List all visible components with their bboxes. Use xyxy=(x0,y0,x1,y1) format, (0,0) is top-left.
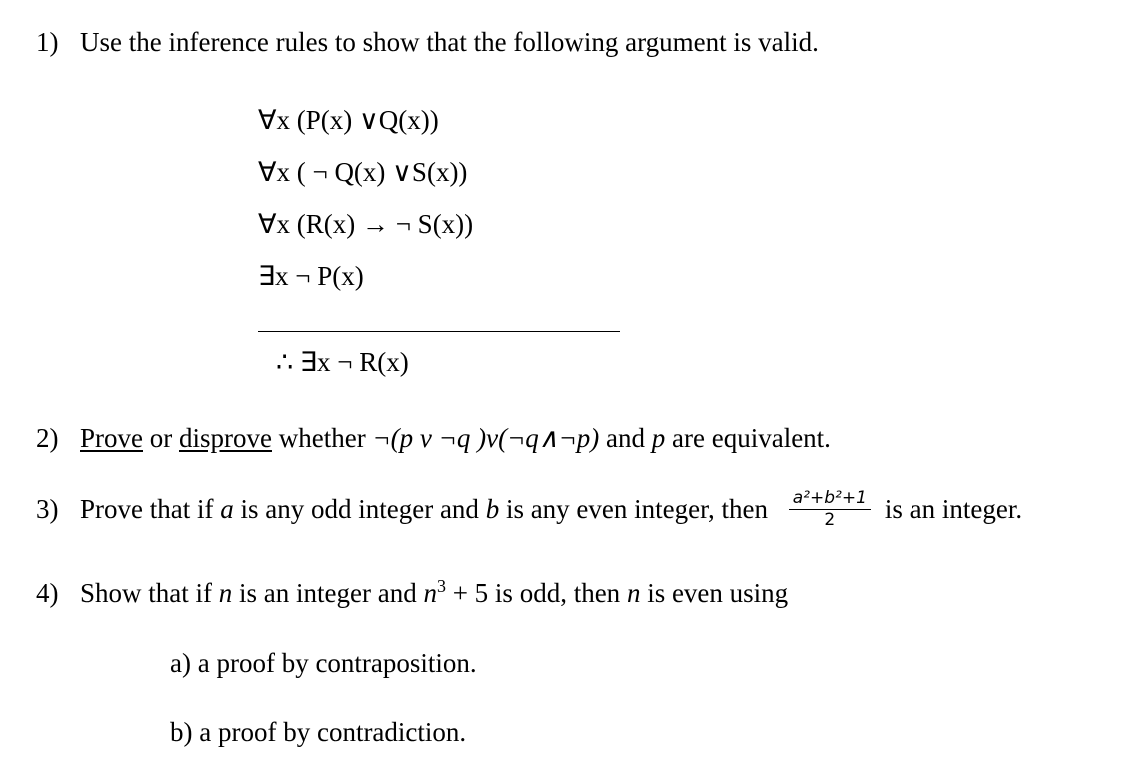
or-word: or xyxy=(143,423,179,453)
prove-word: Prove xyxy=(80,423,143,453)
fraction-denominator: 2 xyxy=(824,510,836,530)
logic-expression: ¬(p v ¬q )v(¬q∧¬p) xyxy=(372,423,600,453)
question-text-odd: + 5 is odd, then xyxy=(445,578,627,608)
var-n-cubed: n xyxy=(423,578,437,608)
exponent: 3 xyxy=(436,576,446,596)
question-text: Show that if xyxy=(80,578,219,608)
question-text-mid: is an integer and xyxy=(232,578,424,608)
fraction xyxy=(789,488,871,530)
premise-1: ∀x (P(x) ∨Q(x)) xyxy=(258,105,439,135)
question-number: 1) xyxy=(36,27,59,57)
question-number: 4) xyxy=(36,578,59,608)
question-text: whether xyxy=(271,423,373,453)
question-text: Prove that if xyxy=(80,494,221,524)
conclusion: ∴ ∃x ¬ R(x) xyxy=(276,347,409,377)
question-2 xyxy=(36,422,831,454)
var-n: n xyxy=(218,578,233,608)
question-text-end: are equivalent. xyxy=(665,423,831,453)
fraction-numerator: a²+b²+1 xyxy=(789,488,871,510)
question-number: 2) xyxy=(36,423,59,453)
disprove-word: disprove xyxy=(179,423,272,453)
question-4 xyxy=(36,577,788,609)
var-p: p xyxy=(651,423,666,453)
part-a: a) a proof by contraposition. xyxy=(170,648,477,678)
question-text-end: is an integer. xyxy=(884,494,1023,524)
question-text-mid: is any odd integer and xyxy=(233,494,486,524)
premise-3: ∀x (R(x) → ¬ S(x)) xyxy=(258,209,474,239)
and-word: and xyxy=(599,423,652,453)
var-a: a xyxy=(220,494,234,524)
premise-2: ∀x ( ¬ Q(x) ∨S(x)) xyxy=(258,157,468,187)
question-text-end: is even using xyxy=(640,578,789,608)
question-text: Use the inference rules to show that the following argument is valid. xyxy=(80,27,819,57)
var-n: n xyxy=(626,578,641,608)
question-text-then: is any even integer, then xyxy=(499,494,769,524)
part-b: b) a proof by contradiction. xyxy=(170,717,467,747)
premise-4: ∃x ¬ P(x) xyxy=(258,261,364,291)
question-1 xyxy=(36,26,819,58)
question-3 xyxy=(36,488,1022,530)
argument-divider xyxy=(258,331,620,332)
var-b: b xyxy=(485,494,500,524)
question-number: 3) xyxy=(36,494,59,524)
